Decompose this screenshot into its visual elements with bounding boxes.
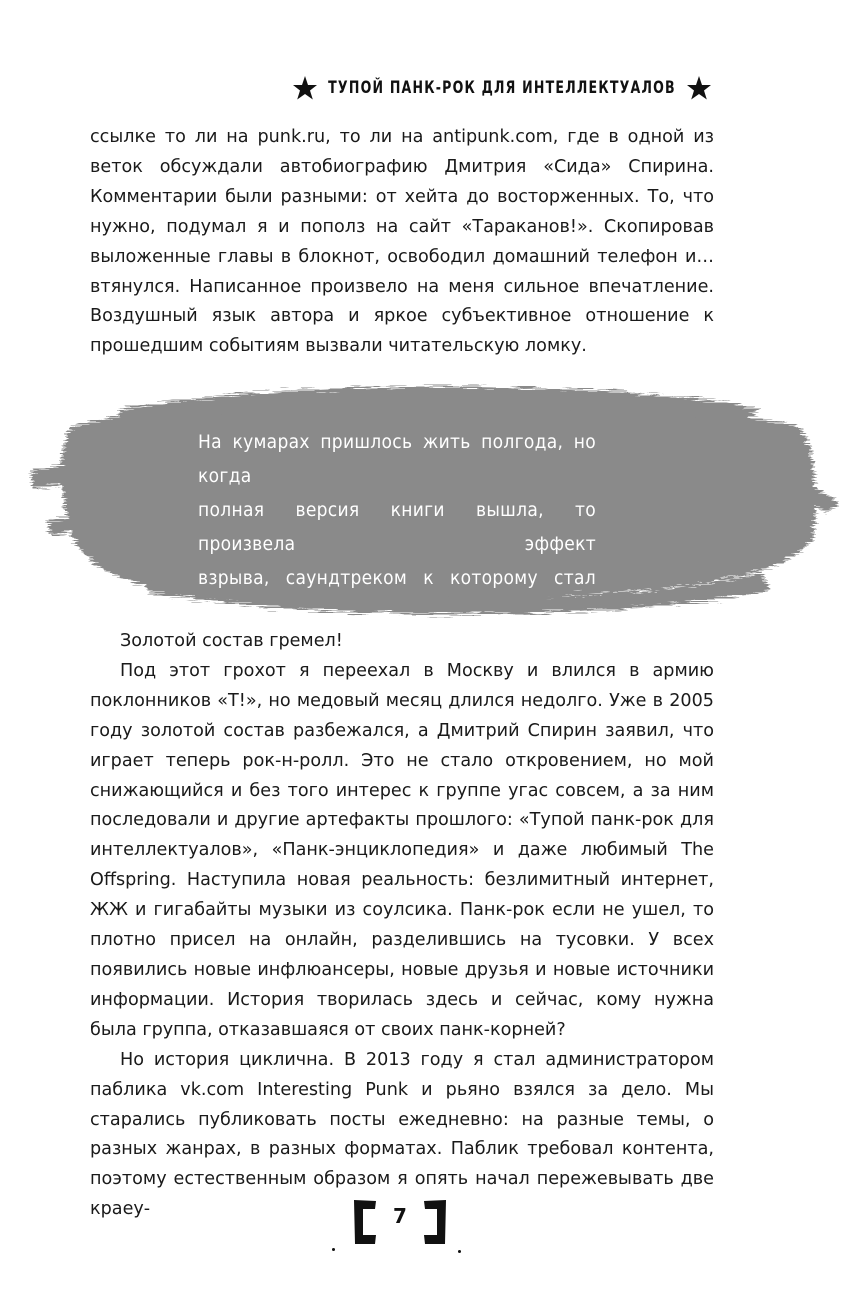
pull-quote-line: На кумарах пришлось жить полгода, но когда: [198, 431, 596, 487]
page-number-folio: [350, 1192, 450, 1252]
star-icon: [686, 75, 712, 101]
paragraph: Золотой состав гремел!: [120, 631, 343, 651]
paragraph-continued: ссылке то ли на punk.ru, то ли на antipunk.com, где в одной из веток обсуждали автобиографию Дмитрия «Сида» Спирина. Комментарии были разными: от хейта до восторженных. То, что нужно, подумал я и пополз на сайт «Тараканов!». Скопировав выложенные главы в блокнот, освободил домашний телефон и… втянулся. Написанное произвело на меня сильное впечатление. Воздушный язык автора и яркое субъективное отношение к прошедшим событиям вызвали читательскую ломку.: [90, 127, 714, 357]
body-text-top: [90, 123, 714, 362]
star-icon: [292, 75, 318, 101]
paragraph: Но история циклична. В 2013 году я стал администратором паблика vk.com Interesting Punk и рьяно взялся за дело. Мы старались публиковать посты ежедневно: на разные темы, о разных жанрах, в разных форматах. Паблик требовал контента, поэтому естественным образом я опять начал пережевывать две краеу-: [90, 1049, 714, 1220]
running-head-title: ТУПОЙ ПАНК-РОК ДЛЯ ИНТЕЛЛЕКТУАЛОВ: [328, 78, 676, 98]
pull-quote-line: взрыва, саундтреком к которому стал альбом: [198, 567, 596, 623]
ink-speck: [332, 1248, 335, 1251]
page-number: 7: [393, 1204, 407, 1228]
pull-quote-line: полная версия книги вышла, то произвела эффект: [198, 499, 596, 555]
ink-speck: [458, 1250, 461, 1253]
paragraph: Под этот грохот я переехал в Москву и влился в армию поклонников «Т!», но медовый месяц длился недолго. Уже в 2005 году золотой состав разбежался, а Дмитрий Спирин заявил, что играет теперь рок-н-ролл. Это не стало откровением, но мой снижающийся и без того интерес к группе угас совсем, а за ним последовали и другие артефакты прошлого: «Тупой панк-рок для интеллектуалов», «Панк-энциклопедия» и даже любимый The Offspring. Наступила новая реальность: безлимитный интернет, ЖЖ и гигабайты музыки из соулсика. Панк-рок если не ушел, то плотно присел на онлайн, разделившись на тусовки. У всех появились новые инфлюансеры, новые друзья и новые источники информации. История творилась здесь и сейчас, кому нужна была группа, отказавшаяся от своих панк-корней?: [90, 660, 714, 1040]
running-head: [292, 70, 712, 106]
pull-quote-line: «Улица свободы».: [313, 635, 481, 657]
right-bracket-icon: [422, 1198, 448, 1246]
body-text-bottom: [90, 627, 714, 1225]
